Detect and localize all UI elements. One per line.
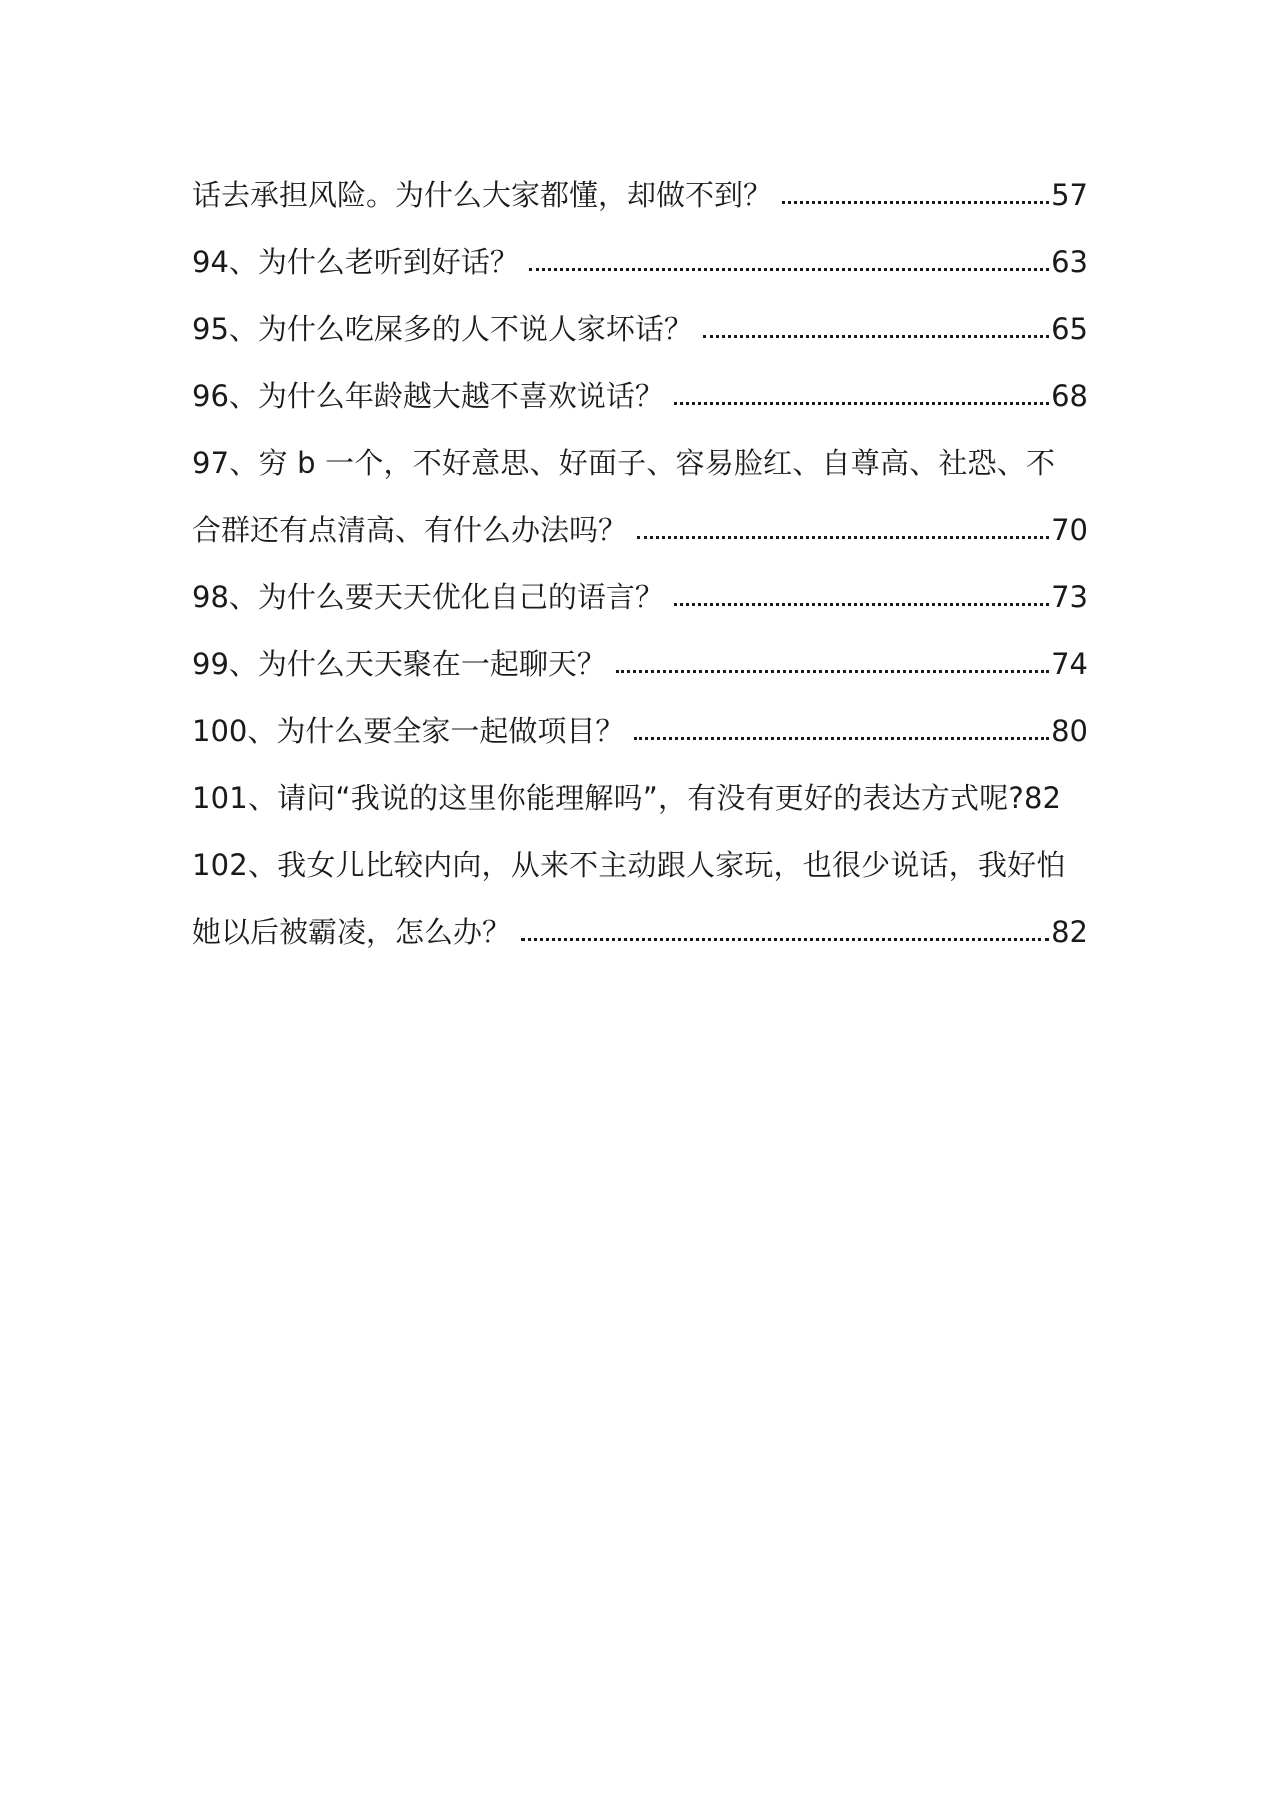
toc-entry-title: 99、为什么天天聚在一起聊天？	[192, 647, 606, 681]
toc-entry[interactable]	[192, 698, 1088, 765]
toc-entry-title: 96、为什么年龄越大越不喜欢说话？	[192, 379, 664, 413]
dot-leader	[782, 201, 1049, 204]
toc-entry[interactable]	[192, 363, 1088, 430]
toc-entry-page: 82	[1024, 781, 1061, 815]
dot-leader	[703, 335, 1049, 338]
table-of-contents	[192, 162, 1088, 966]
dot-leader	[637, 536, 1049, 539]
toc-entry[interactable]	[192, 564, 1088, 631]
toc-entry[interactable]	[192, 765, 1088, 832]
toc-entry-title: 97、穷 b 一个，不好意思、好面子、容易脸红、自尊高、社恐、不	[192, 446, 1056, 480]
toc-entry-page: 80	[1051, 714, 1088, 748]
toc-entry[interactable]	[192, 497, 1088, 564]
toc-entry-title: 95、为什么吃屎多的人不说人家坏话？	[192, 312, 693, 346]
dot-leader	[634, 737, 1049, 740]
toc-entry-title: 98、为什么要天天优化自己的语言？	[192, 580, 664, 614]
dot-leader	[674, 402, 1049, 405]
toc-entry-wrapped-line[interactable]	[192, 832, 1088, 899]
toc-entry-page: 65	[1051, 312, 1088, 346]
toc-entry[interactable]	[192, 229, 1088, 296]
toc-entry-title: 101、请问“我说的这里你能理解吗”，有没有更好的表达方式呢?	[192, 781, 1024, 815]
dot-leader	[616, 670, 1049, 673]
toc-entry[interactable]	[192, 899, 1088, 966]
dot-leader	[674, 603, 1049, 606]
toc-entry-wrapped-line[interactable]	[192, 430, 1088, 497]
toc-entry-title: 她以后被霸凌，怎么办？	[192, 915, 512, 949]
toc-entry-page: 70	[1051, 513, 1088, 547]
toc-entry[interactable]	[192, 162, 1088, 229]
toc-entry-page: 68	[1051, 379, 1088, 413]
toc-entry-title: 话去承担风险。为什么大家都懂，却做不到？	[192, 178, 773, 212]
toc-entry-title: 94、为什么老听到好话？	[192, 245, 519, 279]
toc-entry-page: 74	[1051, 647, 1088, 681]
toc-entry-page: 63	[1051, 245, 1088, 279]
toc-entry[interactable]	[192, 631, 1088, 698]
toc-entry-page: 82	[1051, 915, 1088, 949]
toc-entry-title: 合群还有点清高、有什么办法吗？	[192, 513, 628, 547]
toc-entry-page: 73	[1051, 580, 1088, 614]
toc-entry[interactable]	[192, 296, 1088, 363]
toc-entry-page: 57	[1051, 178, 1088, 212]
dot-leader	[529, 268, 1049, 271]
toc-entry-title: 100、为什么要全家一起做项目？	[192, 714, 625, 748]
toc-entry-title: 102、我女儿比较内向，从来不主动跟人家玩，也很少说话，我好怕	[192, 848, 1066, 882]
dot-leader	[521, 938, 1049, 941]
